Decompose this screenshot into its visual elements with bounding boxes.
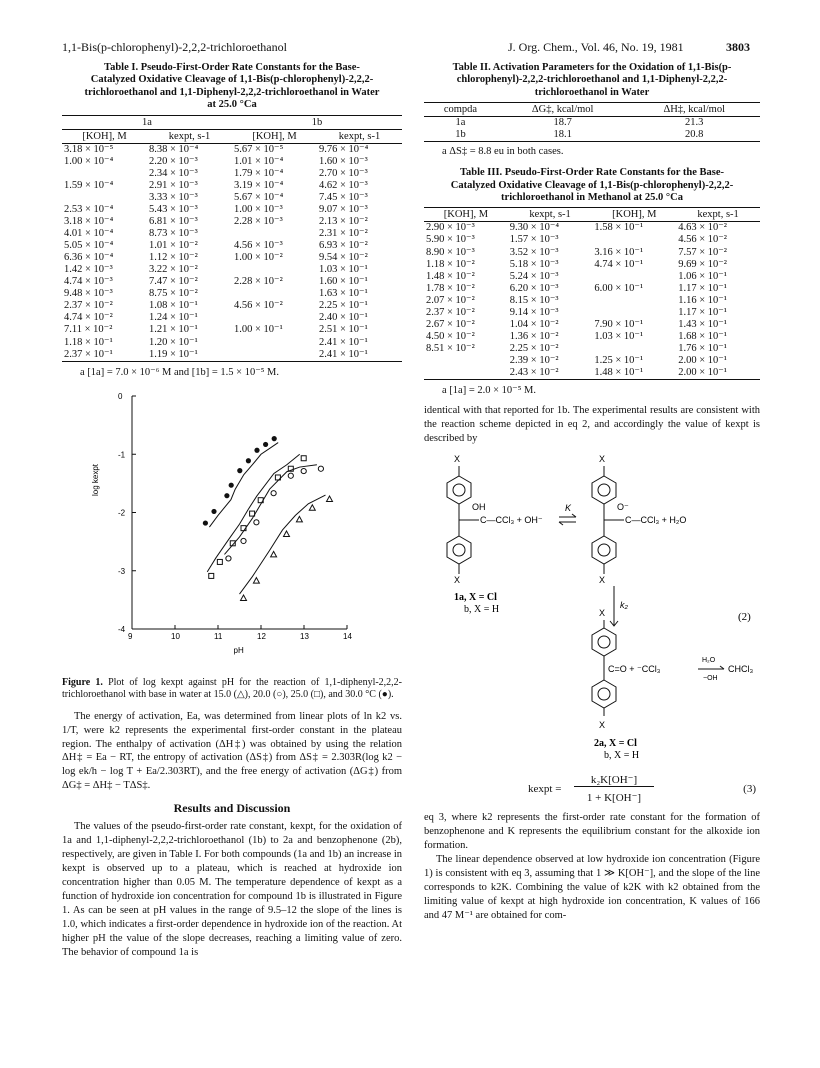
table-cell: 1.43 × 10⁻¹ — [678, 318, 727, 330]
hydroxide-label: −OH — [703, 675, 718, 683]
running-header-right: J. Org. Chem., Vol. 46, No. 19, 1981 — [508, 40, 684, 54]
table-cell: 3.18 × 10⁻⁴ — [64, 215, 114, 227]
data-point — [209, 573, 214, 578]
table-row — [62, 240, 402, 252]
table-cell: 18.7 — [553, 117, 572, 129]
table2-footnote: a ΔS‡ = 8.8 eu in both cases. — [442, 146, 564, 158]
hydroxyl-label: OH — [472, 502, 486, 513]
data-point — [309, 504, 315, 510]
table-cell: 6.20 × 10⁻³ — [509, 282, 559, 294]
table-cell: 2.41 × 10⁻¹ — [319, 348, 368, 360]
table3-col1: [KOH], M — [443, 209, 489, 221]
table-cell: 3.16 × 10⁻¹ — [594, 246, 644, 258]
table-cell: 1.25 × 10⁻¹ — [594, 355, 644, 367]
table-cell: 9.54 × 10⁻² — [319, 252, 368, 264]
table-cell: 2.40 × 10⁻¹ — [319, 312, 368, 324]
table-cell: 4.74 × 10⁻² — [64, 312, 113, 324]
table-cell: 5.24 × 10⁻³ — [509, 270, 559, 282]
table-cell: 1.24 × 10⁻¹ — [149, 312, 198, 324]
table-cell: 1b — [455, 129, 466, 141]
table1-caption: Table I. Pseudo-First-Order Rate Constants for the Base-Catalyzed Oxidative Cleavage of 1,1-Bis(p-chlorophenyl)-2,2,2-trichloroethanol and 1,1-Diphenyl-2,2,2-trichloroethanol in Water at 25.0 °Ca — [84, 62, 380, 111]
table-cell: 2.31 × 10⁻² — [319, 227, 368, 239]
table-cell — [232, 228, 317, 240]
table2-col2: ΔG‡, kcal/mol — [531, 104, 594, 116]
table-cell: 1.01 × 10⁻⁴ — [234, 155, 284, 167]
table-cell: 6.93 × 10⁻² — [319, 240, 368, 251]
substituent-x: X — [454, 454, 461, 465]
benzene-ring-icon — [592, 680, 616, 708]
x-axis-label: pH — [233, 645, 244, 655]
table-cell: 9.30 × 10⁻⁴ — [509, 222, 560, 234]
table-cell: 1.76 × 10⁻¹ — [678, 343, 727, 354]
table3-col2: kexpt, s-1 — [529, 209, 571, 221]
table-row — [62, 204, 402, 216]
x-tick-label: 10 — [171, 631, 180, 641]
table-cell: 7.11 × 10⁻² — [64, 324, 113, 336]
table-cell: 1.01 × 10⁻² — [149, 240, 198, 251]
table-cell: 5.90 × 10⁻³ — [426, 234, 475, 246]
table-cell: 9.07 × 10⁻³ — [319, 203, 368, 215]
table-cell: 1.06 × 10⁻¹ — [678, 270, 727, 282]
table1-col2: kexpt, s-1 — [168, 130, 211, 142]
benzene-ring-icon — [592, 536, 616, 564]
table-cell: 4.56 × 10⁻³ — [234, 240, 283, 251]
eq3-denominator: 1 + K[OH⁻] — [586, 792, 642, 805]
table-cell: 2.53 × 10⁻⁴ — [64, 203, 114, 215]
label-1a: 1a, X = Cl — [454, 592, 497, 604]
table-cell — [62, 192, 147, 204]
table-cell — [592, 307, 676, 319]
table-row — [62, 324, 402, 336]
running-header-left: 1,1-Bis(p-chlorophenyl)-2,2,2-trichloroethanol — [62, 40, 287, 54]
substituent-x: X — [454, 575, 461, 586]
table-cell: 1.00 × 10⁻¹ — [234, 324, 283, 336]
series-line — [209, 442, 278, 526]
table-row — [62, 300, 402, 312]
table1-footnote: a [1a] = 7.0 × 10⁻⁶ M and [1b] = 1.5 × 10⁻⁵ M. — [80, 366, 279, 378]
table-cell: 9.14 × 10⁻³ — [509, 306, 559, 318]
table-cell: 20.8 — [685, 129, 704, 141]
equation-3 — [424, 771, 760, 811]
table2 — [424, 102, 760, 141]
table-row — [62, 312, 402, 324]
table-cell: 4.62 × 10⁻³ — [319, 179, 368, 191]
table-cell: 1.20 × 10⁻¹ — [149, 336, 198, 348]
table-cell: 4.50 × 10⁻² — [426, 330, 475, 342]
table-cell: 2.39 × 10⁻² — [509, 355, 559, 367]
table-cell: 1.18 × 10⁻² — [426, 258, 475, 270]
data-point — [254, 519, 259, 524]
table-row — [424, 129, 760, 141]
rate-k2: k₂ — [620, 600, 628, 611]
data-point — [226, 555, 231, 560]
table-cell: 1.68 × 10⁻¹ — [678, 330, 727, 342]
table3-caption: Table III. Pseudo-First-Order Rate Constants for the Base-Catalyzed Oxidative Cleavage of 1,1-Bis(p-chlorophenyl)-2,2,2-trichloroethanol in Methanol at 25.0 °Ca — [450, 167, 734, 203]
table1 — [62, 115, 402, 361]
table-cell — [424, 355, 508, 367]
y-tick-label: -4 — [118, 624, 126, 634]
x-tick-label: 11 — [214, 631, 223, 641]
table-cell: 2.67 × 10⁻² — [426, 318, 475, 330]
table-cell: 1.58 × 10⁻¹ — [594, 222, 644, 234]
table-cell — [232, 337, 317, 349]
table1-group-b: 1b — [232, 115, 402, 129]
label-1b: b, X = H — [464, 604, 500, 616]
table-cell: 2.00 × 10⁻¹ — [678, 367, 727, 379]
table-cell: 5.67 × 10⁻⁵ — [234, 143, 284, 155]
table-cell: 1.19 × 10⁻¹ — [149, 348, 198, 360]
table1-col4: kexpt, s-1 — [338, 130, 381, 142]
table-cell — [62, 168, 147, 180]
discussion-paragraph-2: eq 3, where k2 represents the first-order rate constant for the formation of benzophenone and K represents the equilibrium constant for the alkoxide ion formation. — [424, 812, 760, 851]
table-cell: 6.00 × 10⁻¹ — [594, 282, 644, 294]
table-cell: 8.38 × 10⁻⁴ — [149, 143, 199, 155]
table-cell: 1.63 × 10⁻¹ — [319, 288, 368, 300]
left-column — [62, 62, 402, 960]
data-point — [327, 496, 333, 502]
table-cell: 5.67 × 10⁻⁴ — [234, 191, 284, 203]
table-cell: 4.63 × 10⁻² — [678, 222, 727, 234]
table-row — [62, 168, 402, 180]
eq3-numerator: k₂K[OH⁻] — [574, 773, 654, 787]
y-tick-label: -2 — [118, 508, 126, 518]
data-point — [272, 436, 277, 441]
table-cell: 4.74 × 10⁻³ — [64, 276, 113, 288]
table-cell: 6.36 × 10⁻⁴ — [64, 252, 114, 264]
data-point — [224, 493, 229, 498]
table-row — [424, 259, 760, 271]
table-cell: 2.25 × 10⁻¹ — [319, 300, 368, 312]
table-cell: 8.73 × 10⁻³ — [149, 227, 198, 239]
table-cell: 1.17 × 10⁻¹ — [678, 306, 727, 318]
data-point — [237, 468, 242, 473]
figure1-chart — [62, 384, 392, 674]
table-row — [62, 252, 402, 264]
table-cell: 2.90 × 10⁻³ — [426, 222, 475, 234]
table-cell: 1.17 × 10⁻¹ — [678, 282, 727, 294]
table-cell: 2.13 × 10⁻² — [319, 215, 368, 227]
table-cell: 7.57 × 10⁻² — [678, 246, 727, 258]
table-cell: 7.47 × 10⁻² — [149, 276, 198, 288]
data-point — [246, 458, 251, 463]
table-row — [424, 222, 760, 235]
eq3-lhs: kexpt = — [528, 783, 562, 796]
table-cell: 2.20 × 10⁻³ — [149, 155, 198, 167]
table-cell: 1.57 × 10⁻³ — [509, 234, 559, 246]
alkoxide-label: O⁻ — [617, 502, 629, 513]
table-row — [62, 180, 402, 192]
table-cell: 8.75 × 10⁻² — [149, 288, 198, 300]
table-cell: 1.78 × 10⁻² — [426, 282, 475, 294]
table-cell: 2.37 × 10⁻² — [426, 306, 475, 318]
table-cell: 5.43 × 10⁻³ — [149, 203, 198, 215]
table3 — [424, 207, 760, 379]
table-cell: 9.69 × 10⁻² — [678, 258, 727, 270]
table-row — [424, 355, 760, 367]
table-cell: 2.00 × 10⁻¹ — [678, 355, 727, 367]
table-cell: 1.42 × 10⁻³ — [64, 264, 113, 276]
table-row — [62, 192, 402, 204]
table-row — [424, 331, 760, 343]
x-tick-label: 9 — [128, 631, 133, 641]
benzene-ring-icon — [447, 536, 471, 564]
table2-caption: Table II. Activation Parameters for the Oxidation of 1,1-Bis(p-chlorophenyl)-2,2,2-trichloroethanol and 1,1-Diphenyl-2,2,2-trichloroethanol in Water — [452, 62, 732, 98]
methods-paragraph: The energy of activation, Ea, was determined from linear plots of ln k2 vs. 1/T, were k2 represents the experimental first-order constant in the plateau region. The enthalpy of activation (ΔH‡) was obtained by using the relation ΔH‡ = Ea − RT, the entropy of activation (ΔS‡) from ΔS‡ = 2.303R(log k2 − log ek/h − log T + Ea/2.303RT), and the free energy of activation (ΔG‡) from ΔG‡ = ΔH‡ − TΔS‡. — [62, 710, 402, 792]
y-axis-label: log kexpt — [91, 463, 100, 496]
y-tick-label: 0 — [118, 391, 123, 401]
table-cell: 3.19 × 10⁻⁴ — [234, 179, 284, 191]
table-cell: 9.48 × 10⁻³ — [64, 288, 113, 300]
benzene-ring-icon — [447, 476, 471, 504]
table-cell: 21.3 — [685, 117, 704, 129]
table-cell: 7.45 × 10⁻³ — [319, 191, 368, 203]
table-cell — [592, 295, 676, 307]
table-cell: 2.37 × 10⁻² — [64, 300, 113, 312]
data-point — [263, 441, 268, 446]
table-cell: 1.48 × 10⁻¹ — [594, 367, 644, 379]
table-cell: 1.18 × 10⁻¹ — [64, 336, 113, 348]
table-cell: 2.41 × 10⁻¹ — [319, 336, 368, 348]
label-2a: 2a, X = Cl — [594, 738, 637, 750]
data-point — [229, 482, 234, 487]
table-cell — [232, 349, 317, 361]
table-cell: 1.03 × 10⁻¹ — [319, 264, 368, 276]
discussion-paragraph-3: The linear dependence observed at low hydroxide ion concentration (Figure 1) is consistent with eq 3, assuming that 1 ≫ K[OH⁻], and the slope of the line corresponds to k2K. Combining the value of k2K with k2 obtained from the limiting value of kexpt at high hydroxide ion concentration, K values of 166 and 47 M⁻¹ are obtained for com- — [424, 853, 760, 921]
table-row — [62, 337, 402, 349]
table-cell: 1.21 × 10⁻¹ — [149, 324, 198, 336]
table-row — [62, 288, 402, 300]
table-row — [424, 283, 760, 295]
results-paragraph: The values of the pseudo-first-order rate constant, kexpt, for the oxidation of 1a and 1,1-diphenyl-2,2,2-trichloroethanol (1b) to 2a and benzophenone (2b), respectively, are given in Table I. For both compounds (1a and 1b) an increase in kexpt is observed up to a plateau, which is reached at hydroxide ion concentration higher than 0.05 M. The temperature dependence of kexpt as a function of hydroxide ion concentration for compound 1b is illustrated in Figure 1. As can be seen at pH values in the range of 9.5–12 the slope of the lines is 1.0, which indicates a first-order dependence in hydroxide ion of the reaction. At higher pH the value of the slope decreases, reaching a limiting value of zero. The behavior of compound 1a is — [62, 821, 402, 958]
substituent-x: X — [599, 608, 606, 619]
table-cell — [592, 234, 676, 246]
table-row — [62, 276, 402, 288]
table-cell: 2.07 × 10⁻² — [426, 294, 475, 306]
table3-footnote: a [1a] = 2.0 × 10⁻⁵ M. — [442, 385, 536, 397]
table-cell: 4.74 × 10⁻¹ — [594, 258, 644, 270]
data-point — [271, 551, 277, 557]
table-cell: 2.28 × 10⁻² — [234, 276, 283, 288]
table-row — [424, 234, 760, 246]
table-row — [62, 156, 402, 168]
data-point — [217, 559, 222, 564]
table-cell: 1.12 × 10⁻² — [149, 252, 198, 264]
table-cell: 3.33 × 10⁻³ — [149, 191, 198, 203]
table2-col1: compda — [443, 104, 478, 116]
table-cell: 1.59 × 10⁻⁴ — [64, 179, 114, 191]
table3-body — [424, 222, 760, 379]
table-cell: 2.37 × 10⁻¹ — [64, 348, 113, 360]
table-cell: 5.05 × 10⁻⁴ — [64, 240, 114, 251]
substituent-x: X — [599, 575, 606, 586]
table-cell: 3.18 × 10⁻⁵ — [64, 143, 114, 155]
table-cell: 1.48 × 10⁻² — [426, 270, 475, 282]
chloroform-label: CHCl₃ — [728, 664, 754, 675]
product-formula: C=O + ⁻CCl₃ — [608, 664, 661, 675]
data-point — [271, 490, 276, 495]
data-point — [241, 595, 247, 601]
table1-col3: [KOH], M — [252, 130, 297, 142]
table-cell: 1.36 × 10⁻² — [509, 330, 559, 342]
table1-body — [62, 143, 402, 361]
table-row — [424, 117, 760, 130]
data-point — [288, 473, 293, 478]
table-row — [62, 216, 402, 228]
equilibrium-k: K — [565, 503, 572, 514]
equation-number-2: (2) — [738, 611, 751, 624]
table-cell: 9.76 × 10⁻⁴ — [319, 143, 369, 155]
table-row — [424, 247, 760, 259]
table-row — [62, 264, 402, 276]
table-cell — [592, 343, 676, 355]
table-cell: 8.51 × 10⁻² — [426, 343, 475, 354]
equation-number-3: (3) — [743, 783, 756, 796]
page-number: 3803 — [726, 40, 750, 54]
table-cell: 1.00 × 10⁻⁴ — [64, 155, 114, 167]
table1-col1: [KOH], M — [82, 130, 127, 142]
table-cell: 4.56 × 10⁻² — [234, 300, 283, 312]
table-cell: 1.08 × 10⁻¹ — [149, 300, 198, 312]
table-cell: 18.1 — [553, 129, 572, 141]
table-row — [424, 343, 760, 355]
benzene-ring-icon — [592, 628, 616, 656]
data-point — [301, 455, 306, 460]
table-cell: 3.22 × 10⁻² — [149, 264, 198, 276]
table-cell — [232, 312, 317, 324]
table-cell — [232, 264, 317, 276]
table-cell: 1.60 × 10⁻³ — [319, 155, 368, 167]
table-cell: 2.28 × 10⁻³ — [234, 215, 283, 227]
data-point — [284, 531, 290, 537]
table-cell: 1.00 × 10⁻³ — [234, 203, 283, 215]
table-cell: 1.03 × 10⁻¹ — [594, 330, 644, 342]
table-cell: 4.01 × 10⁻⁴ — [64, 227, 114, 239]
table-cell: 1.16 × 10⁻¹ — [678, 294, 727, 306]
x-tick-label: 14 — [343, 631, 352, 641]
benzene-ring-icon — [592, 476, 616, 504]
table-cell: 1.79 × 10⁻⁴ — [234, 167, 284, 179]
table-cell — [592, 271, 676, 283]
table-cell: 2.91 × 10⁻³ — [149, 179, 198, 191]
data-point — [254, 447, 259, 452]
table-row — [62, 143, 402, 156]
table-cell: 4.56 × 10⁻² — [678, 234, 727, 246]
data-point — [301, 468, 306, 473]
right-column — [424, 62, 760, 923]
table-cell: 1.60 × 10⁻¹ — [319, 276, 368, 288]
table-cell: 8.90 × 10⁻³ — [426, 246, 475, 258]
table-row — [62, 228, 402, 240]
table-row — [62, 349, 402, 361]
table3-col3: [KOH], M — [612, 209, 657, 221]
data-point — [296, 516, 302, 522]
table-cell: 8.15 × 10⁻³ — [509, 294, 559, 306]
discussion-paragraph-1: identical with that reported for 1b. The experimental results are consistent with the reaction scheme depicted in eq 2, and accordingly the value of kexpt is described by — [424, 405, 760, 445]
y-tick-label: -3 — [118, 566, 126, 576]
y-tick-label: -1 — [118, 449, 126, 459]
table-row — [424, 367, 760, 379]
reaction-scheme — [424, 448, 760, 768]
water-label: H₂O — [702, 657, 716, 665]
table-row — [424, 271, 760, 283]
alkoxide-formula: C—CCl₃ + H₂O — [625, 515, 687, 526]
section-heading: Results and Discussion — [173, 801, 291, 816]
table-row — [424, 319, 760, 331]
table-cell: 2.70 × 10⁻³ — [319, 167, 368, 179]
table-cell: 6.81 × 10⁻³ — [149, 215, 198, 227]
figure1-caption-label: Figure 1. — [62, 676, 103, 688]
data-point — [318, 466, 323, 471]
x-tick-label: 13 — [300, 631, 309, 641]
table2-body — [424, 117, 760, 142]
table3-col4: kexpt, s-1 — [697, 209, 739, 221]
table-cell: 1.04 × 10⁻² — [509, 318, 559, 330]
data-point — [211, 508, 216, 513]
table-cell — [424, 367, 508, 379]
table-cell: 2.43 × 10⁻² — [509, 367, 559, 379]
reactant-formula: C—CCl₃ + OH⁻ — [480, 515, 543, 526]
table-row — [424, 307, 760, 319]
figure1-caption: Plot of log kexpt against pH for the reaction of 1,1-diphenyl-2,2,2-trichloroethanol with base in water at 15.0 (△), 20.0 (○), 25.0 (□), and 30.0 °C (●). — [62, 676, 403, 701]
table-cell: 7.90 × 10⁻¹ — [594, 318, 644, 330]
table-cell — [232, 288, 317, 300]
substituent-x: X — [599, 454, 606, 465]
table-cell: 1.00 × 10⁻² — [234, 252, 283, 264]
table-cell: 3.52 × 10⁻³ — [509, 246, 559, 258]
data-point — [253, 577, 259, 583]
x-tick-label: 12 — [257, 631, 266, 641]
data-point — [241, 538, 246, 543]
substituent-x: X — [599, 720, 606, 731]
table2-col3: ΔH‡, kcal/mol — [663, 104, 726, 116]
table-cell: 2.25 × 10⁻² — [509, 343, 559, 354]
table1-group-a: 1a — [62, 115, 232, 129]
data-point — [203, 520, 208, 525]
table-row — [424, 295, 760, 307]
table-cell: 2.34 × 10⁻³ — [149, 167, 198, 179]
table-cell: 1a — [455, 117, 466, 129]
table-cell: 2.51 × 10⁻¹ — [319, 324, 368, 336]
label-2b: b, X = H — [604, 750, 640, 762]
table-cell: 5.18 × 10⁻³ — [509, 258, 559, 270]
